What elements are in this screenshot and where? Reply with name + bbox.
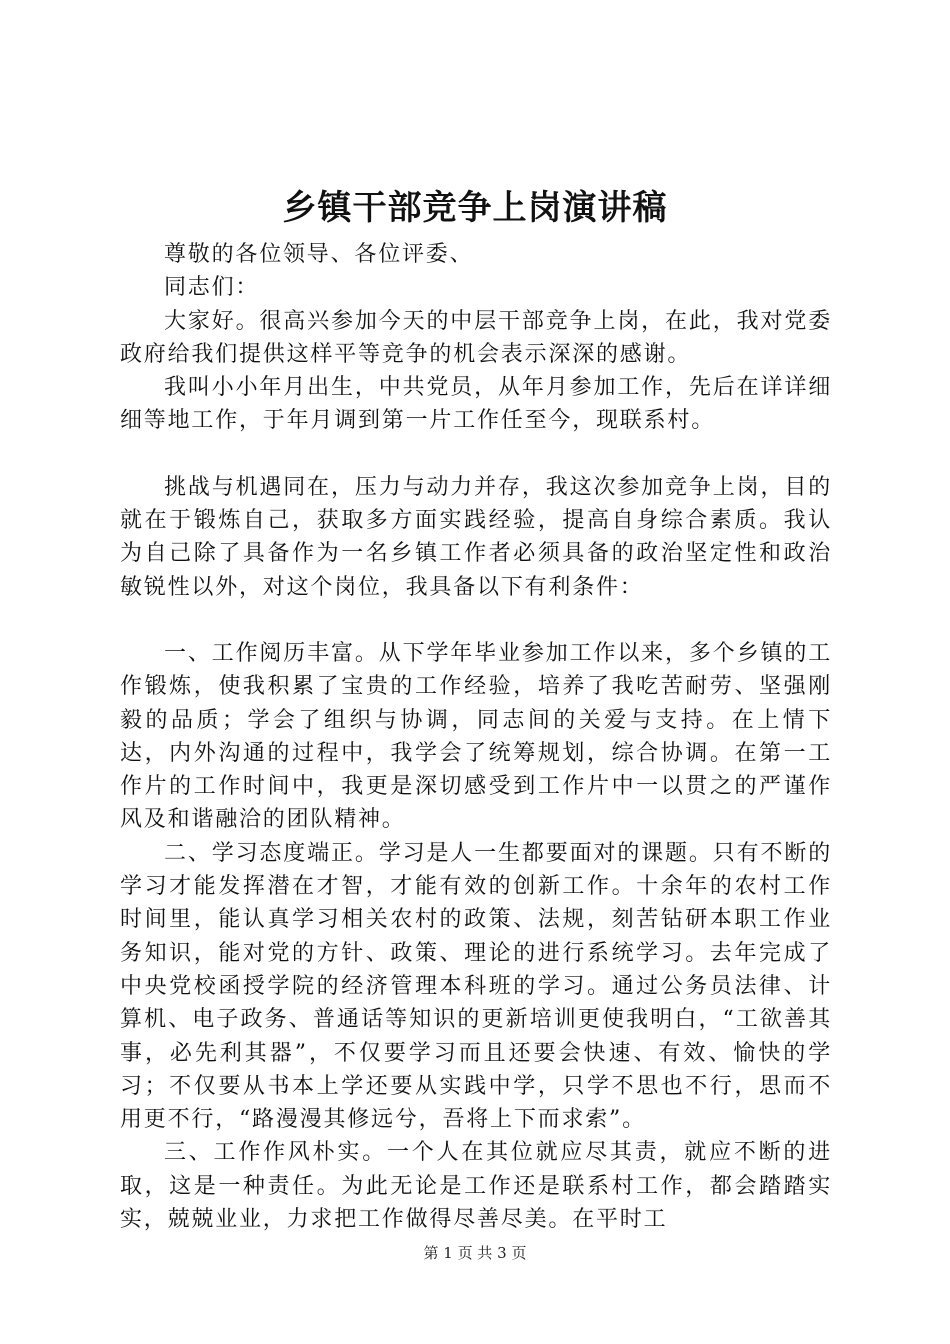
paragraph-motivation: 挑战与机遇同在，压力与动力并存，我这次参加竞争上岗，目的就在于锻炼自己，获取多方面实践经验，提高自身综合素质。我认为自己除了具备作为一名乡镇工作者必须具备的政治坚定性和政治敏锐性以外，对这个岗位，我具备以下有利条件： — [120, 474, 832, 600]
paragraph-point-2: 二、学习态度端正。学习是人一生都要面对的课题。只有不断的学习才能发挥潜在才智，才能有效的创新工作。十余年的农村工作时间里，能认真学习相关农村的政策、法规，刻苦钻研本职工作业务知识，能对党的方针、政策、理论的进行系统学习。去年完成了中央党校函授学院的经济管理本科班的学习。通过公务员法律、计算机、电子政务、普通话等知识的更新培训更使我明白，“工欲善其事，必先利其器”，不仅要学习而且还要会快速、有效、愉快的学习；不仅要从书本上学还要从实践中学，只学不思也不行，思而不用更不行，“路漫漫其修远兮，吾将上下而求索”。 — [120, 840, 832, 1133]
paragraph-self-intro: 我叫小小年月出生，中共党员，从年月参加工作，先后在详详细细等地工作，于年月调到第一片工作任至今，现联系村。 — [120, 375, 832, 434]
page-footer: 第 1 页 共 3 页 — [423, 1244, 527, 1262]
document-body — [120, 238, 832, 1236]
paragraph-greeting: 大家好。很高兴参加今天的中层干部竞争上岗，在此，我对党委政府给我们提供这样平等竞争的机会表示深深的感谢。 — [120, 308, 832, 367]
paragraph-point-3: 三、工作作风朴实。一个人在其位就应尽其责，就应不断的进取，这是一种责任。为此无论是工作还是联系村工作，都会踏踏实实，兢兢业业，力求把工作做得尽善尽美。在平时工 — [120, 1140, 832, 1233]
paragraph-point-1: 一、工作阅历丰富。从下学年毕业参加工作以来，多个乡镇的工作锻炼，使我积累了宝贵的工作经验，培养了我吃苦耐劳、坚强刚毅的品质；学会了组织与协调，同志间的关爱与支持。在上情下达，内外沟通的过程中，我学会了统筹规划，综合协调。在第一工作片的工作时间中，我更是深切感受到工作片中一以贯之的严谨作风及和谐融洽的团队精神。 — [120, 640, 832, 833]
salutation-line-2: 同志们： — [164, 275, 260, 301]
salutation-line-1: 尊敬的各位领导、各位评委、 — [164, 242, 474, 267]
document-title: 乡镇干部竞争上岗演讲稿 — [282, 188, 668, 228]
